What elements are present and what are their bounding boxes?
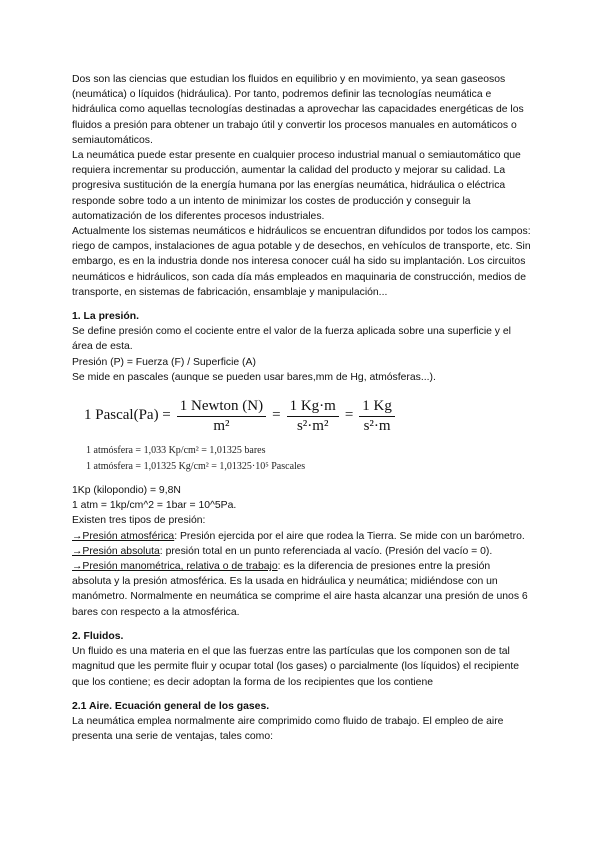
pressure-type-absolute — [72, 544, 532, 559]
section-2-heading: 2. Fluidos. — [72, 630, 124, 642]
fraction-kg-den: s²·m — [363, 417, 391, 434]
pascal-lhs: 1 Pascal(Pa) = — [84, 407, 171, 424]
equals-sign: = — [344, 407, 354, 424]
pressure-type-gauge-desc: : es la diferencia de presiones entre la presión absoluta y la presión atmosférica. Es la usada en hidráulica y neumática; midiéndose con un manómetro. Normalmente en neumática se comprime el aire hasta alcanzar una presión de unos 6 bares con respecto a la atmosférica. — [72, 561, 528, 618]
pressure-type-atmospheric-term: →Presión atmosférica — [72, 530, 175, 542]
atm-bar-line: 1 atm = 1kp/cm^2 = 1bar = 10^5Pa. — [72, 500, 237, 512]
pressure-definition: Se define presión como el cociente entre el valor de la fuerza aplicada sobre una superficie y el área de esta. — [72, 326, 511, 353]
fraction-kgm — [287, 398, 339, 435]
pressure-units-text: Se mide en pascales (aunque se pueden usar bares,mm de Hg, atmósferas...). — [72, 371, 436, 383]
fraction-kg — [359, 398, 395, 435]
fraction-kg-num: 1 Kg — [359, 398, 395, 417]
section-2-1-heading: 2.1 Aire. Ecuación general de los gases. — [72, 700, 270, 712]
pressure-type-absolute-term: →Presión absoluta — [72, 545, 160, 557]
fraction-kgm-num: 1 Kg·m — [287, 398, 339, 417]
document-page — [72, 72, 532, 744]
pressure-type-gauge-term: →Presión manométrica, relativa o de trabajo — [72, 561, 278, 573]
pressure-types-intro: Existen tres tipos de presión: — [72, 515, 206, 527]
fraction-newton-num: 1 Newton (N) — [177, 398, 266, 417]
pressure-type-absolute-desc: : presión total en un punto referenciada al vacío. (Presión del vacío = 0). — [159, 545, 493, 557]
pascal-formula — [84, 395, 532, 437]
intro-paragraph-3: Actualmente los sistemas neumáticos e hidráulicos se encuentran difundidos por todos los campos: riego de campos, instalaciones de agua potable y de desechos, en vehículos de transporte, etc. Sin embargo, es en la industria donde nos interesa conocer cuál ha sido su implantación. Los circuitos neumáticos e hidráulicos, son cada día más empleados en maquinaria de construcción, medios de transporte, en sistemas de fabricación, ensamblaje y manipulación... — [72, 226, 531, 298]
section-1-heading: 1. La presión. — [72, 311, 139, 323]
atm-equivalence-2: 1 atmósfera = 1,01325 Kg/cm² = 1,01325·10⁵ Pascales — [86, 461, 306, 473]
kilopondio-line: 1Kp (kilopondio) = 9,8N — [72, 485, 181, 497]
fraction-newton — [177, 398, 266, 435]
pressure-type-atmospheric-desc: : Presión ejercida por el aire que rodea la Tierra. Se mide con un barómetro. — [174, 530, 525, 542]
fluids-paragraph: Un fluido es una materia en el que las fuerzas entre las partículas que los componen son de tal magnitud que les permite fluir y ocupar total (los gases) o parcialmente (los líquidos) el recipiente que los contiene; es decir adoptan la forma de los recipientes que los contiene — [72, 646, 520, 688]
atm-equivalence-1: 1 atmósfera = 1,033 Kp/cm² = 1,01325 bares — [86, 445, 266, 457]
pressure-type-atmospheric — [72, 529, 532, 544]
equals-sign: = — [272, 407, 281, 424]
air-paragraph: La neumática emplea normalmente aire comprimido como fluido de trabajo. El empleo de aire presenta una serie de ventajas, tales como: — [72, 715, 504, 743]
intro-paragraph-2: La neumática puede estar presente en cualquier proceso industrial manual o semiautomático que requiera incrementar su producción, aumentar la calidad del producto y mejorar su calidad. La progresiva sustitución de la energía humana por las energías neumática, hidráulica o eléctrica responde sobre todo a un intento de minimizar los costes de producción y conseguir la automatización de los diferentes procesos industriales. — [72, 150, 521, 222]
fraction-kgm-den: s²·m² — [296, 417, 329, 434]
intro-paragraph-1: Dos son las ciencias que estudian los fluidos en equilibrio y en movimiento, ya sean gaseosos (neumática) o líquidos (hidráulica). Por tanto, podremos definir las tecnologías neumática e hidráulica como aquellas tecnologías destinadas a aprovechar las capacidades energéticas de los fluidos a presión para obtener un trabajo útil y convertir los procesos manuales en automáticos o semiautomáticos. — [72, 74, 524, 146]
pressure-type-gauge — [72, 559, 532, 620]
pressure-formula-text: Presión (P) = Fuerza (F) / Superficie (A) — [72, 356, 256, 368]
fraction-newton-den: m² — [213, 417, 230, 434]
